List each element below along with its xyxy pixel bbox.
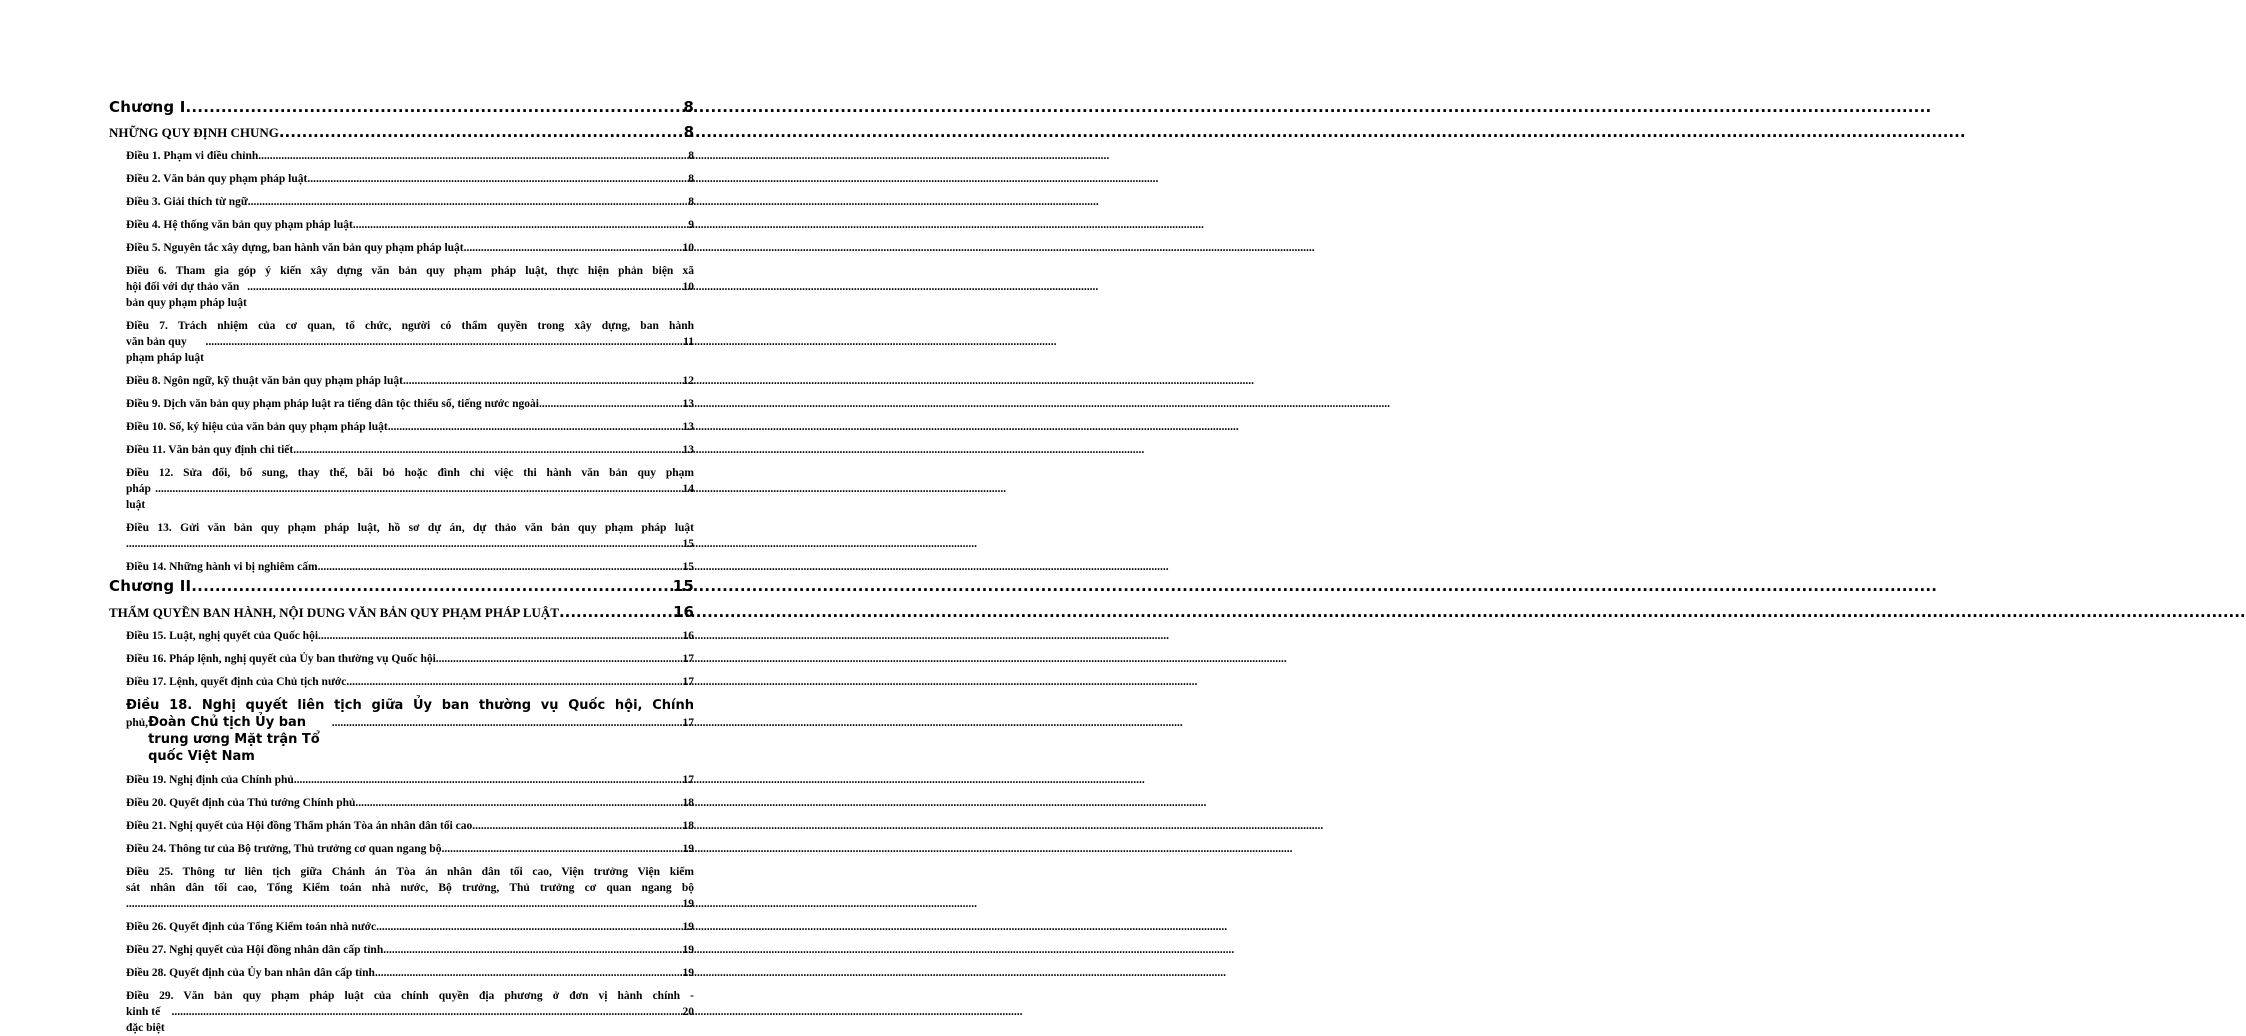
dot-leader [353,217,688,233]
page-number: 8 [683,123,694,141]
article-title: Điều 5. Nguyên tắc xây dựng, ban hành văn bản quy phạm pháp luật [126,242,464,254]
page-number: 15 [682,561,694,573]
article-title: Điều 9. Dịch văn bản quy phạm pháp luật ra tiếng dân tộc thiểu số, tiếng nước ngoài [126,398,539,410]
article-title: Điều 2. Văn bản quy phạm pháp luật [126,173,308,185]
toc-article-4[interactable] [126,217,694,233]
dot-leader [247,279,682,295]
toc-article-13[interactable] [126,520,694,552]
toc-section-2[interactable] [109,603,694,621]
article-title: Điều 10. Số, ký hiệu của văn bản quy phạm pháp luật [126,421,388,433]
dot-leader [205,334,683,350]
dot-leader [388,419,683,435]
dot-leader [279,123,684,141]
toc-article-29[interactable] [126,988,694,1036]
page-number: 19 [682,944,694,956]
toc-article-3[interactable] [126,194,694,210]
toc-article-16[interactable] [126,651,694,667]
toc-article-27[interactable] [126,942,694,958]
toc-article-1[interactable] [126,148,694,164]
page-number: 16 [682,630,694,642]
article-title: Điều 3. Giải thích từ ngữ [126,196,248,208]
dot-leader [186,98,684,116]
toc-article-20[interactable] [126,795,694,811]
article-title: Điều 4. Hệ thống văn bản quy phạm pháp luật [126,219,353,231]
dot-leader [293,442,682,458]
toc-article-17[interactable] [126,674,694,690]
toc-article-25[interactable] [126,864,694,912]
dot-leader [346,674,682,690]
article-title-line1: Điều 7. Trách nhiệm của cơ quan, tổ chức, người có thẩm quyền trong xây dựng, ban hành [126,320,694,332]
article-title: Điều 21. Nghị quyết của Hội đồng Thẩm phán Tòa án nhân dân tối cao [126,820,473,832]
page-number: 8 [688,196,694,208]
toc-chapter-2[interactable] [109,577,694,595]
page-number: 16 [673,603,694,621]
page-number: 12 [682,375,694,387]
dot-leader [155,481,682,497]
article-title-line2: hội đối với dự thảo văn bản quy phạm pháp luật [126,281,247,309]
article-title: Điều 8. Ngôn ngữ, kỹ thuật văn bản quy phạm pháp luật [126,375,403,387]
page-number: 13 [682,421,694,433]
page-number: 8 [683,98,694,116]
article-title-line2: kinh tế đặc biệt [126,1006,165,1034]
page-number: 14 [682,483,694,495]
article-title-line2-part2: Đoàn Chủ tịch Ủy ban trung ương Mặt trận Tổ quốc Việt Nam [148,715,320,764]
toc-article-24[interactable] [126,841,694,857]
article-title-line1: Điều 13. Gửi văn bản quy phạm pháp luật, hồ sơ dự án, dự thảo văn bản quy phạm pháp luật [126,522,694,534]
toc-section-1[interactable] [109,123,694,141]
page-number: 15 [672,577,694,595]
dot-leader [248,194,688,210]
article-title-line1: Điều 12. Sửa đổi, bổ sung, thay thế, bãi bỏ hoặc đình chỉ việc thi hành văn bản quy phạm [126,467,694,479]
page-number: 18 [682,797,694,809]
article-title: Điều 11. Văn bản quy định chi tiết [126,444,294,456]
page-number: 9 [688,219,694,231]
toc-article-7[interactable] [126,318,694,366]
toc-article-6[interactable] [126,263,694,311]
section-title: THẨM QUYỀN BAN HÀNH, NỘI DUNG VĂN BẢN QUY PHẠM PHÁP LUẬT [109,605,559,620]
toc-article-5[interactable] [126,240,694,256]
dot-leader [258,148,688,164]
document-page [0,0,768,1034]
toc-article-8[interactable] [126,373,694,389]
dot-leader [294,772,683,788]
article-title-line1: Điều 6. Tham gia góp ý kiến xây dựng văn bản quy phạm pháp luật, thực hiện phản biện xã [126,265,694,277]
page-number: 17 [682,774,694,786]
page-number: 18 [682,820,694,832]
article-title: Điều 28. Quyết định của Ủy ban nhân dân cấp tỉnh [126,967,375,979]
dot-leader [376,919,682,935]
article-title: Điều 1. Phạm vi điều chỉnh [126,150,259,162]
page-number: 11 [683,336,694,348]
article-title-line2: văn bản quy phạm pháp luật [126,336,204,364]
chapter-title: Chương I [109,98,186,116]
page-number: 8 [688,173,694,185]
article-title-line1: Điều 18. Nghị quyết liên tịch giữa Ủy ban thường vụ Quốc hội, Chính [126,698,694,713]
article-title-line1b: sát nhân dân tối cao, Tổng Kiểm toán nhà nước, Bộ trưởng, Thủ trưởng cơ quan ngang bộ [126,882,694,894]
dot-leader [318,559,683,575]
dot-leader [403,373,683,389]
article-title: Điều 17. Lệnh, quyết định của Chủ tịch nước [126,676,347,688]
page-number: 8 [688,150,694,162]
toc-article-21[interactable] [126,818,694,834]
page-number: 19 [682,843,694,855]
chapter-title: Chương II [109,577,192,595]
page-number: 10 [682,281,694,293]
dot-leader [318,628,682,644]
toc-article-28[interactable] [126,965,694,981]
dot-leader [332,715,683,732]
table-of-contents [109,98,694,1036]
dot-leader [464,240,683,256]
toc-article-9[interactable] [126,396,694,412]
article-title: Điều 20. Quyết định của Thủ tướng Chính phủ [126,797,356,809]
toc-article-15[interactable] [126,628,694,644]
page-number: 13 [682,444,694,456]
toc-chapter-1[interactable] [109,98,694,116]
toc-article-12[interactable] [126,465,694,513]
toc-article-19[interactable] [126,772,694,788]
page-number: 17 [682,653,694,665]
dot-leader [436,651,683,667]
page-number: 17 [682,717,694,729]
article-title-line1: Điều 29. Văn bản quy phạm pháp luật của chính quyền địa phương ở đơn vị hành chính - [126,990,694,1002]
toc-article-14[interactable] [126,559,694,575]
dot-leader [307,171,688,187]
dot-leader [441,841,682,857]
dot-leader [375,965,683,981]
article-title: Điều 24. Thông tư của Bộ trưởng, Thủ trưởng cơ quan ngang bộ [126,843,442,855]
toc-article-2[interactable] [126,171,694,187]
page-number: 20 [682,1006,694,1018]
dot-leader [472,818,682,834]
article-title-line2: pháp luật [126,483,151,511]
dot-leader [355,795,682,811]
page-number: 13 [682,398,694,410]
page-number: 19 [682,967,694,979]
article-title: Điều 27. Nghị quyết của Hội đồng nhân dân cấp tỉnh [126,944,384,956]
dot-leader [126,896,683,912]
dot-leader [126,536,683,552]
article-title: Điều 26. Quyết định của Tổng Kiểm toán nhà nước [126,921,377,933]
dot-leader [383,942,682,958]
article-title: Điều 19. Nghị định của Chính phủ [126,774,294,786]
article-title-line1: Điều 25. Thông tư liên tịch giữa Chánh án Tòa án nhân dân tối cao, Viện trưởng Viện kiểm [126,866,694,878]
toc-article-26[interactable] [126,919,694,935]
dot-leader [191,577,672,595]
toc-article-11[interactable] [126,442,694,458]
article-title-line2-part1: phủ, [126,717,149,729]
toc-article-18[interactable] [126,697,694,765]
page-number: 10 [682,242,694,254]
toc-article-10[interactable] [126,419,694,435]
article-title: Điều 15. Luật, nghị quyết của Quốc hội [126,630,319,642]
dot-leader [559,603,673,621]
dot-leader [539,396,683,412]
page-number: 19 [682,898,694,910]
article-title: Điều 14. Những hành vi bị nghiêm cấm [126,561,318,573]
section-title: NHỮNG QUY ĐỊNH CHUNG [109,125,279,140]
article-title: Điều 16. Pháp lệnh, nghị quyết của Ủy ban thường vụ Quốc hội [126,653,436,665]
page-number: 19 [682,921,694,933]
page-number: 15 [682,538,694,550]
dot-leader [171,1004,682,1020]
page-number: 17 [682,676,694,688]
